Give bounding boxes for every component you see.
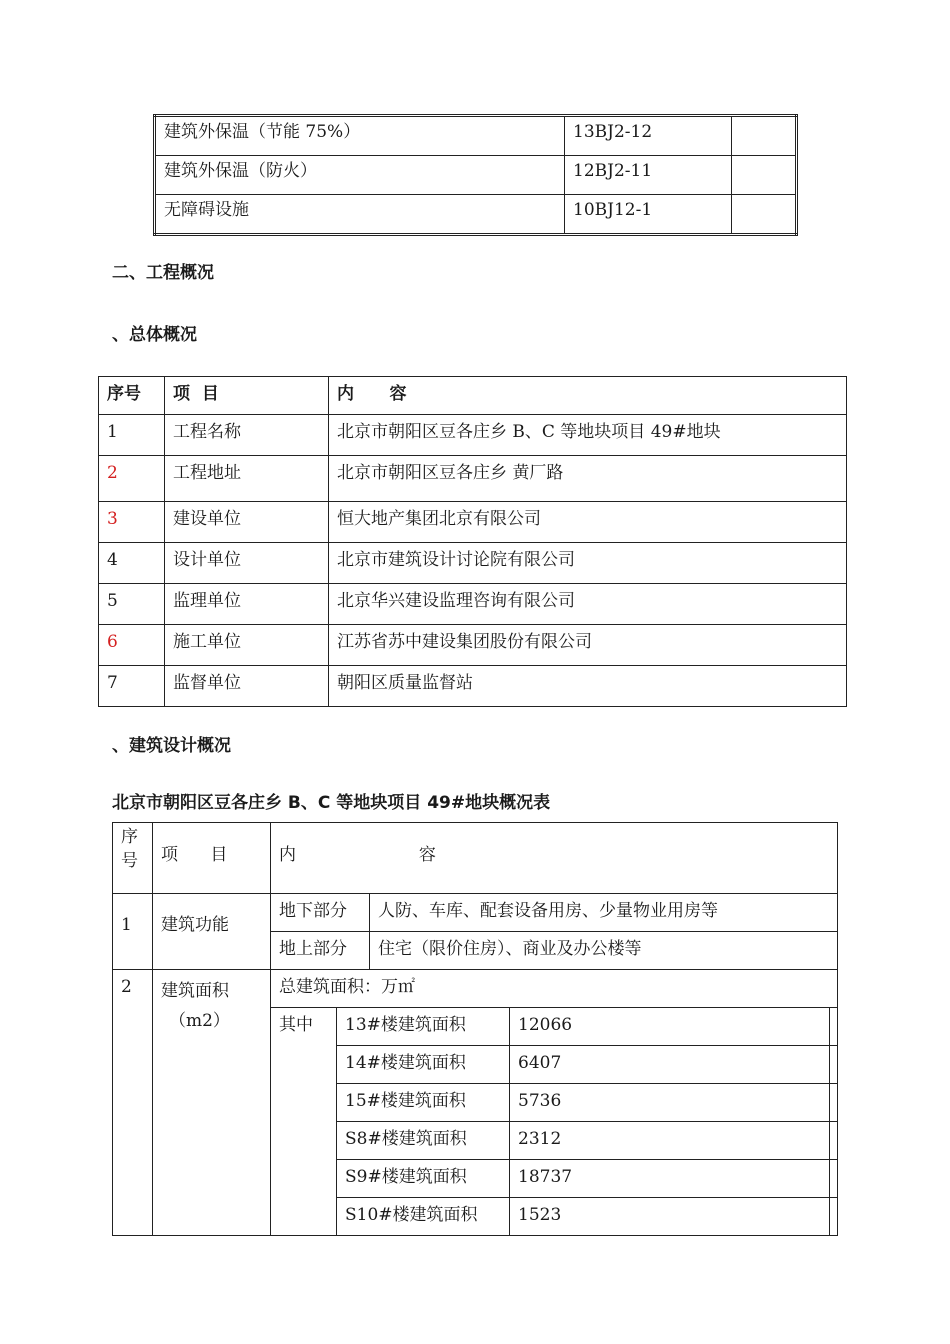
row-content: 北京市朝阳区豆各庄乡 B、C 等地块项目 49#地块 — [329, 415, 847, 456]
standards-table — [153, 114, 798, 236]
standard-code: 10BJ12-1 — [565, 195, 732, 235]
header-no-bottom: 号 — [121, 851, 138, 871]
row-content: 北京华兴建设监理咨询有限公司 — [329, 584, 847, 625]
spacer-cell — [830, 1198, 838, 1236]
row-content: 恒大地产集团北京有限公司 — [329, 502, 847, 543]
spacer-cell — [830, 1122, 838, 1160]
building-name: S10#楼建筑面积 — [337, 1198, 510, 1236]
row-content: 朝阳区质量监督站 — [329, 666, 847, 707]
above-label: 地上部分 — [271, 932, 370, 970]
function-row-number: 1 — [113, 894, 153, 970]
spacer-cell — [830, 1008, 838, 1046]
table-row — [99, 625, 847, 666]
function-item: 建筑功能 — [153, 894, 271, 970]
row-content: 江苏省苏中建设集团股份有限公司 — [329, 625, 847, 666]
area-item-label: 建筑面积 — [161, 981, 229, 1001]
above-value: 住宅（限价住房）、商业及办公楼等 — [370, 932, 838, 970]
total-area: 总建筑面积：万㎡ — [271, 970, 838, 1008]
row-item: 工程名称 — [165, 415, 329, 456]
row-number: 3 — [99, 502, 165, 543]
overview-table — [98, 376, 847, 707]
standard-code: 12BJ2-11 — [565, 156, 732, 195]
row-number: 5 — [99, 584, 165, 625]
row-number: 7 — [99, 666, 165, 707]
underground-label: 地下部分 — [271, 894, 370, 932]
area-item — [153, 970, 271, 1236]
header-content — [271, 823, 838, 894]
table-row — [99, 502, 847, 543]
building-area: 5736 — [510, 1084, 830, 1122]
table-row — [113, 970, 838, 1008]
table-row — [99, 584, 847, 625]
building-name: S9#楼建筑面积 — [337, 1160, 510, 1198]
table-row — [99, 456, 847, 502]
header-item: 项 目 — [165, 377, 329, 415]
table-row — [155, 156, 797, 195]
design-table-title: 北京市朝阳区豆各庄乡 B、C 等地块项目 49#地块概况表 — [112, 793, 551, 813]
area-row-number: 2 — [113, 970, 153, 1236]
table-header-row — [99, 377, 847, 415]
building-name: 13#楼建筑面积 — [337, 1008, 510, 1046]
header-no — [113, 823, 153, 894]
section-heading-general-overview: 、总体概况 — [112, 325, 197, 345]
table-row — [113, 894, 838, 932]
spacer-cell — [830, 1160, 838, 1198]
row-item: 建设单位 — [165, 502, 329, 543]
header-no: 序号 — [99, 377, 165, 415]
header-item: 项 目 — [153, 823, 271, 894]
standard-extra — [732, 156, 797, 195]
section-heading-project-overview: 二、工程概况 — [112, 263, 214, 283]
table-row — [99, 543, 847, 584]
area-item-unit: （m2） — [169, 1011, 230, 1031]
building-area: 6407 — [510, 1046, 830, 1084]
building-area: 2312 — [510, 1122, 830, 1160]
row-number: 6 — [99, 625, 165, 666]
standard-code: 13BJ2-12 — [565, 116, 732, 156]
table-row — [155, 116, 797, 156]
table-row — [155, 195, 797, 235]
header-content-right: 容 — [418, 845, 436, 865]
building-area: 12066 — [510, 1008, 830, 1046]
standard-name: 无障碍设施 — [155, 195, 565, 235]
row-number: 4 — [99, 543, 165, 584]
among-label: 其中 — [271, 1008, 337, 1236]
building-area: 1523 — [510, 1198, 830, 1236]
standard-extra — [732, 116, 797, 156]
building-name: 15#楼建筑面积 — [337, 1084, 510, 1122]
row-content: 北京市朝阳区豆各庄乡 黄厂路 — [329, 456, 847, 502]
row-number: 2 — [99, 456, 165, 502]
section-heading-architecture-design: 、建筑设计概况 — [112, 736, 231, 756]
standard-extra — [732, 195, 797, 235]
spacer-cell — [830, 1084, 838, 1122]
building-name: S8#楼建筑面积 — [337, 1122, 510, 1160]
row-item: 监督单位 — [165, 666, 329, 707]
header-content: 内 容 — [329, 377, 847, 415]
design-table — [112, 822, 838, 1236]
spacer-cell — [830, 1046, 838, 1084]
standard-name: 建筑外保温（防火） — [155, 156, 565, 195]
table-row — [99, 415, 847, 456]
building-area: 18737 — [510, 1160, 830, 1198]
underground-value: 人防、车库、配套设备用房、少量物业用房等 — [370, 894, 838, 932]
table-header-row — [113, 823, 838, 894]
building-name: 14#楼建筑面积 — [337, 1046, 510, 1084]
header-content-left: 内 — [279, 845, 296, 865]
header-no-top: 序 — [121, 827, 138, 847]
row-item: 监理单位 — [165, 584, 329, 625]
row-content: 北京市建筑设计讨论院有限公司 — [329, 543, 847, 584]
row-item: 施工单位 — [165, 625, 329, 666]
standard-name: 建筑外保温（节能 75%） — [155, 116, 565, 156]
table-row — [99, 666, 847, 707]
row-item: 工程地址 — [165, 456, 329, 502]
row-number: 1 — [99, 415, 165, 456]
row-item: 设计单位 — [165, 543, 329, 584]
